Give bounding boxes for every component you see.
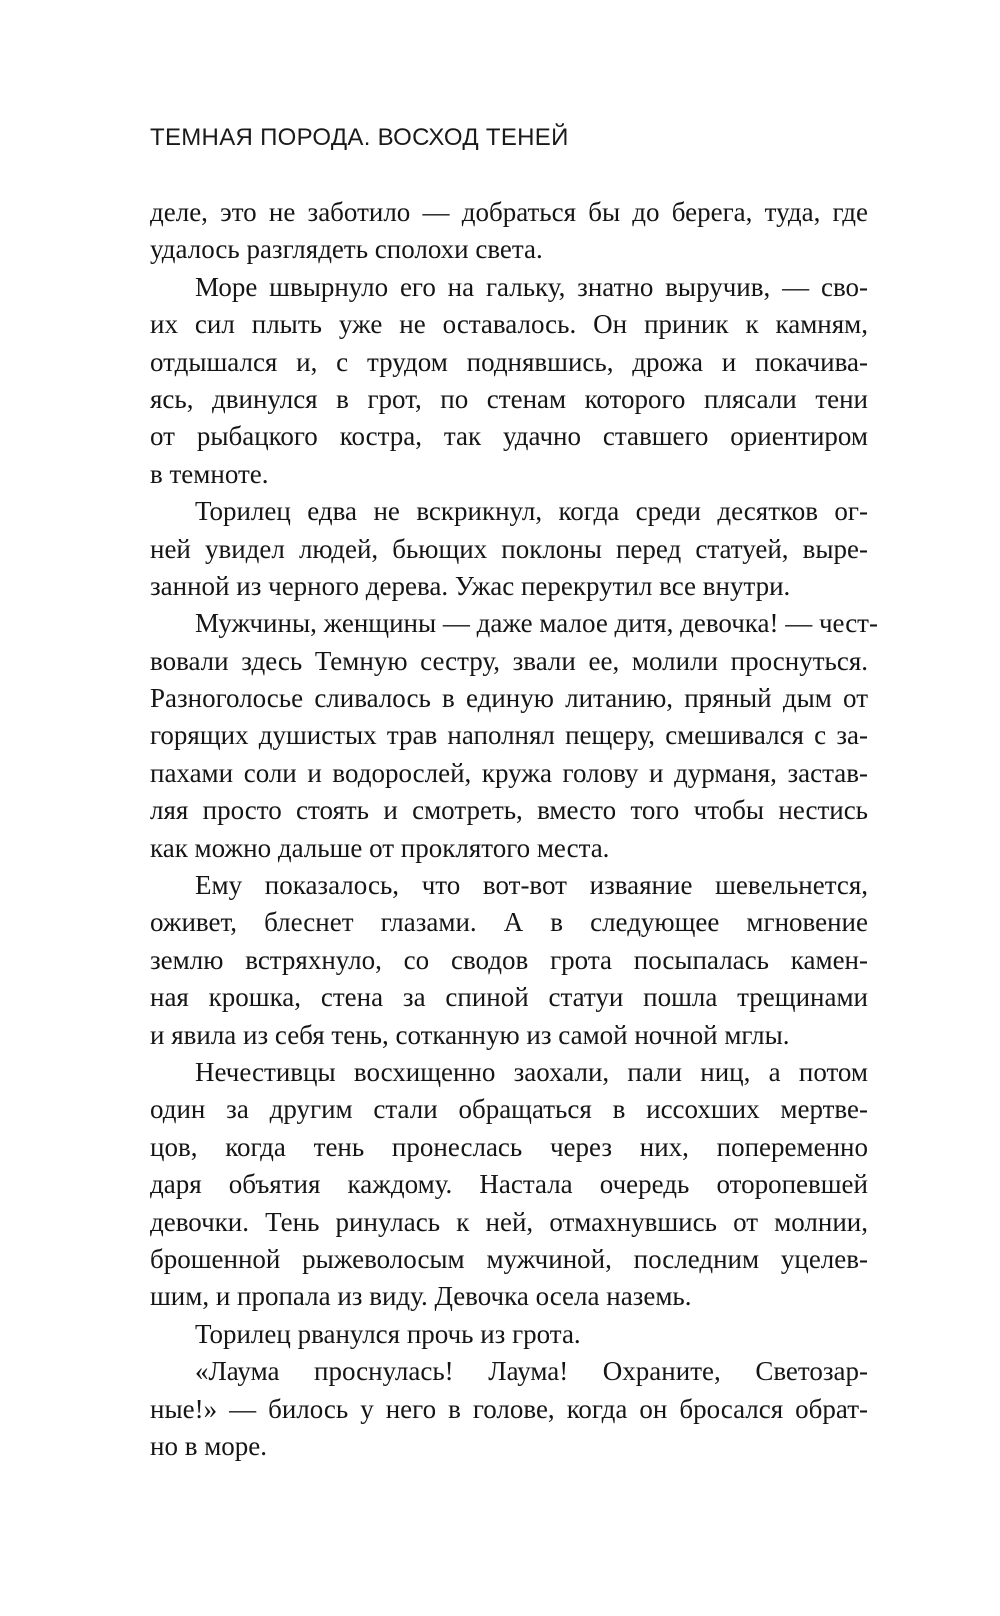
text-line: Море швырнуло его на гальку, знатно выручив, — сво- xyxy=(195,271,868,302)
text-line: Ему показалось, что вот-вот изваяние шевельнется, xyxy=(195,870,868,901)
paragraph xyxy=(150,269,868,493)
text-line: пахами соли и водорослей, кружа голову и дурманя, застав- xyxy=(150,757,868,788)
paragraph xyxy=(150,1054,868,1316)
text-line: их сил плыть уже не оставалось. Он приник к камням, xyxy=(150,309,868,340)
text-line: Разноголосье сливалось в единую литанию, пряный дым от xyxy=(150,683,868,714)
text-line: и явила из себя тень, сотканную из самой ночной мглы. xyxy=(150,1019,790,1050)
text-line: «Лаума проснулась! Лаума! Охраните, Светозар- xyxy=(195,1356,868,1387)
text-line: в темноте. xyxy=(150,458,269,489)
text-line: отдышался и, с трудом поднявшись, дрожа и покачива- xyxy=(150,346,868,377)
text-line: ней увидел людей, бьющих поклоны перед статуей, выре- xyxy=(150,533,868,564)
text-line: вовали здесь Темную сестру, звали ее, молили проснуться. xyxy=(150,645,868,676)
text-line: ляя просто стоять и смотреть, вместо того чтобы нестись xyxy=(150,795,868,826)
text-line: но в море. xyxy=(150,1430,268,1461)
paragraph xyxy=(150,493,868,605)
text-line: занной из черного дерева. Ужас перекрутил все внутри. xyxy=(150,570,791,601)
text-line: Нечестивцы восхищенно заохали, пали ниц, а потом xyxy=(195,1056,868,1087)
text-line: Мужчины, женщины — даже малое дитя, девочка! — чест- xyxy=(195,608,878,639)
text-line: Торилец рванулся прочь из грота. xyxy=(195,1318,581,1349)
text-line: как можно дальше от проклятого места. xyxy=(150,832,610,863)
text-line: один за другим стали обращаться в иссохших мертве- xyxy=(150,1094,868,1125)
text-line: ная крошка, стена за спиной статуи пошла трещинами xyxy=(150,982,868,1013)
paragraph xyxy=(150,194,868,269)
paragraph xyxy=(150,1353,868,1465)
text-line: шим, и пропала из виду. Девочка осела наземь. xyxy=(150,1281,692,1312)
paragraph xyxy=(150,867,868,1054)
text-line: от рыбацкого костра, так удачно ставшего ориентиром xyxy=(150,421,868,452)
text-line: оживет, блеснет глазами. А в следующее мгновение xyxy=(150,907,868,938)
text-line: ясь, двинулся в грот, по стенам которого плясали тени xyxy=(150,383,868,414)
body-text xyxy=(150,194,878,1465)
text-line: землю встряхнуло, со сводов грота посыпалась камен- xyxy=(150,944,868,975)
text-line: девочки. Тень ринулась к ней, отмахнувшись от молнии, xyxy=(150,1206,868,1237)
text-line: горящих душистых трав наполнял пещеру, смешивался с за- xyxy=(150,720,868,751)
paragraph xyxy=(150,605,878,867)
text-line: ные!» — билось у него в голове, когда он бросался обрат- xyxy=(150,1393,868,1424)
text-line: брошенной рыжеволосым мужчиной, последним уцелев- xyxy=(150,1243,868,1274)
text-line: деле, это не заботило — добраться бы до берега, туда, где xyxy=(150,197,868,227)
paragraph xyxy=(150,1316,868,1353)
text-line: цов, когда тень пронеслась через них, попеременно xyxy=(150,1131,868,1162)
text-line: удалось разглядеть сполохи света. xyxy=(150,234,543,265)
text-line: Торилец едва не вскрикнул, когда среди десятков ог- xyxy=(195,496,868,527)
text-line: даря объятия каждому. Настала очередь оторопевшей xyxy=(150,1169,868,1200)
running-head: ТЕМНАЯ ПОРОДА. ВОСХОД ТЕНЕЙ xyxy=(150,124,569,151)
